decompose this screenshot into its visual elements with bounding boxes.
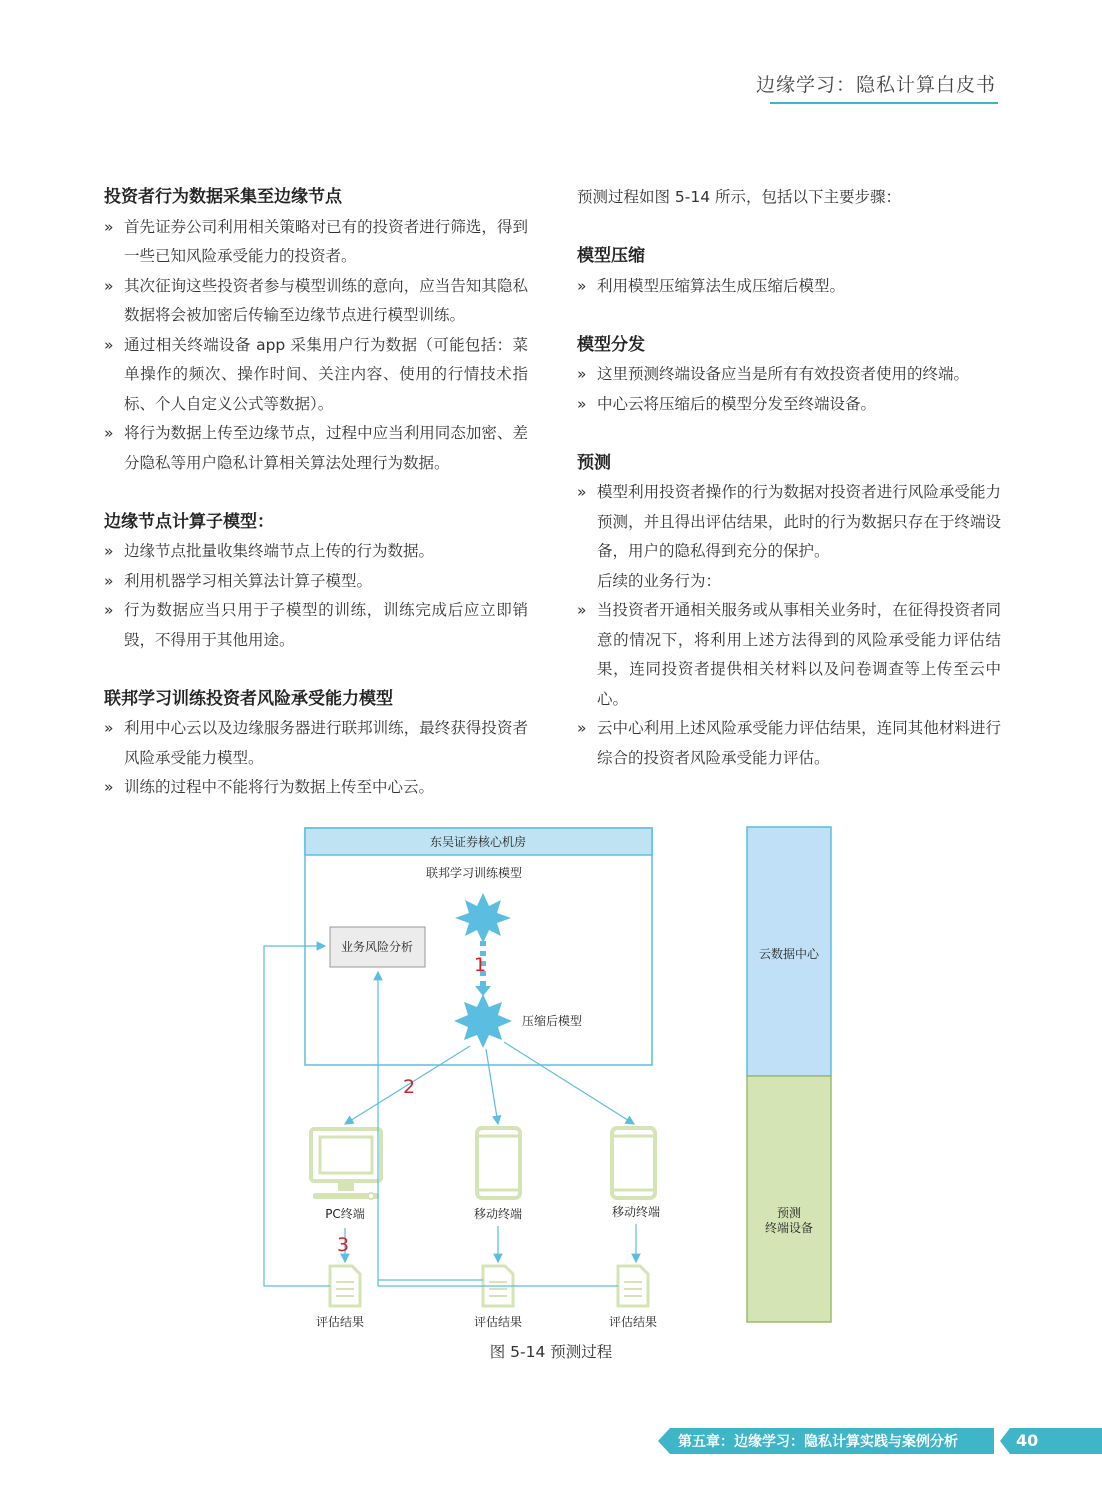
section-title: 联邦学习训练投资者风险承受能力模型 <box>104 688 393 709</box>
section-title: 预测 <box>577 452 611 473</box>
cloud-data-center-label: 云数据中心 <box>758 947 820 961</box>
list-item: » 中心云将压缩后的模型分发至终端设备。 <box>577 390 1001 420</box>
bullet-list <box>104 213 528 479</box>
page-number: 40 <box>1016 1431 1039 1450</box>
list-item: » 首先证券公司利用相关策略对已有的投资者进行筛选，得到一些已知风险承受能力的投资者。 <box>104 213 528 272</box>
bullet-list <box>577 596 1001 773</box>
subsequent-note: 后续的业务行为： <box>597 571 722 590</box>
section-title: 边缘节点计算子模型： <box>104 511 274 532</box>
list-item: » 边缘节点批量收集终端节点上传的行为数据。 <box>104 537 528 567</box>
list-item: » 行为数据应当只用于子模型的训练，训练完成后应立即销毁，不得用于其他用途。 <box>104 596 528 655</box>
result-label-2: 评估结果 <box>473 1315 523 1329</box>
left-column <box>104 183 528 803</box>
list-item: » 这里预测终端设备应当是所有有效投资者使用的终端。 <box>577 360 1001 390</box>
list-item: » 通过相关终端设备 app 采集用户行为数据（可能包括：菜单操作的频次、操作时间、关注内容、使用的行情技术指标、个人自定义公式等数据）。 <box>104 331 528 420</box>
bullet-list <box>104 537 528 655</box>
intro-paragraph: 预测过程如图 5-14 所示，包括以下主要步骤： <box>577 188 902 206</box>
mobile-terminal-label-1: 移动终端 <box>473 1207 523 1221</box>
bullet-list <box>104 714 528 803</box>
result-label-1: 评估结果 <box>315 1315 365 1329</box>
step-3-label: 3 <box>336 1234 350 1256</box>
compressed-model-label: 压缩后模型 <box>522 1014 583 1028</box>
pc-terminal-label: PC终端 <box>325 1207 365 1221</box>
section-title: 模型分发 <box>577 334 645 355</box>
mobile-terminal-icon <box>477 1128 520 1198</box>
mobile-terminal-label-2: 移动终端 <box>611 1205 661 1219</box>
bullet-list <box>577 360 1001 419</box>
list-item: » 利用中心云以及边缘服务器进行联邦训练，最终获得投资者风险承受能力模型。 <box>104 714 528 773</box>
list-item: » 其次征询这些投资者参与模型训练的意向，应当告知其隐私数据将会被加密后传输至边缘节点进行模型训练。 <box>104 272 528 331</box>
list-item: » 模型利用投资者操作的行为数据对投资者进行风险承受能力预测，并且得出评估结果，此时的行为数据只存在于终端设备，用户的隐私得到充分的保护。 <box>577 478 1001 567</box>
right-column <box>577 183 1001 773</box>
result-label-3: 评估结果 <box>608 1315 658 1329</box>
core-room-title: 东吴证券核心机房 <box>429 835 527 849</box>
terminal-device-tier <box>747 1076 831 1322</box>
bullet-list <box>577 272 1001 302</box>
running-header-title: 边缘学习：隐私计算白皮书 <box>755 74 996 96</box>
step-1-label: 1 <box>473 954 487 976</box>
terminal-tier-label-line2: 终端设备 <box>764 1221 814 1235</box>
list-item: » 利用模型压缩算法生成压缩后模型。 <box>577 272 1001 302</box>
fed-model-label: 联邦学习训练模型 <box>425 866 523 880</box>
terminal-tier-label-line1: 预测 <box>776 1206 802 1220</box>
list-item: » 将行为数据上传至边缘节点，过程中应当利用同态加密、差分隐私等用户隐私计算相关算法处理行为数据。 <box>104 419 528 478</box>
section-title: 投资者行为数据采集至边缘节点 <box>104 187 342 207</box>
step-2-label: 2 <box>402 1076 416 1098</box>
section-title: 模型压缩 <box>577 246 645 266</box>
document-icon <box>330 1266 360 1306</box>
pc-terminal-icon <box>311 1129 381 1199</box>
bullet-list <box>577 478 1001 567</box>
mobile-terminal-icon <box>612 1128 655 1198</box>
risk-analysis-label: 业务风险分析 <box>340 940 414 954</box>
footer-chapter-title: 第五章：边缘学习：隐私计算实践与案例分析 <box>678 1434 958 1450</box>
list-item: » 利用机器学习相关算法计算子模型。 <box>104 567 528 597</box>
figure-caption: 图 5-14 预测过程 <box>489 1343 613 1361</box>
header-rule <box>770 102 998 104</box>
list-item: » 训练的过程中不能将行为数据上传至中心云。 <box>104 773 528 803</box>
list-item: » 云中心利用上述风险承受能力评估结果，连同其他材料进行综合的投资者风险承受能力评估。 <box>577 714 1001 773</box>
list-item: » 当投资者开通相关服务或从事相关业务时，在征得投资者同意的情况下，将利用上述方法得到的风险承受能力评估结果，连同投资者提供相关材料以及问卷调查等上传至云中心。 <box>577 596 1001 714</box>
document-icon <box>618 1266 648 1306</box>
